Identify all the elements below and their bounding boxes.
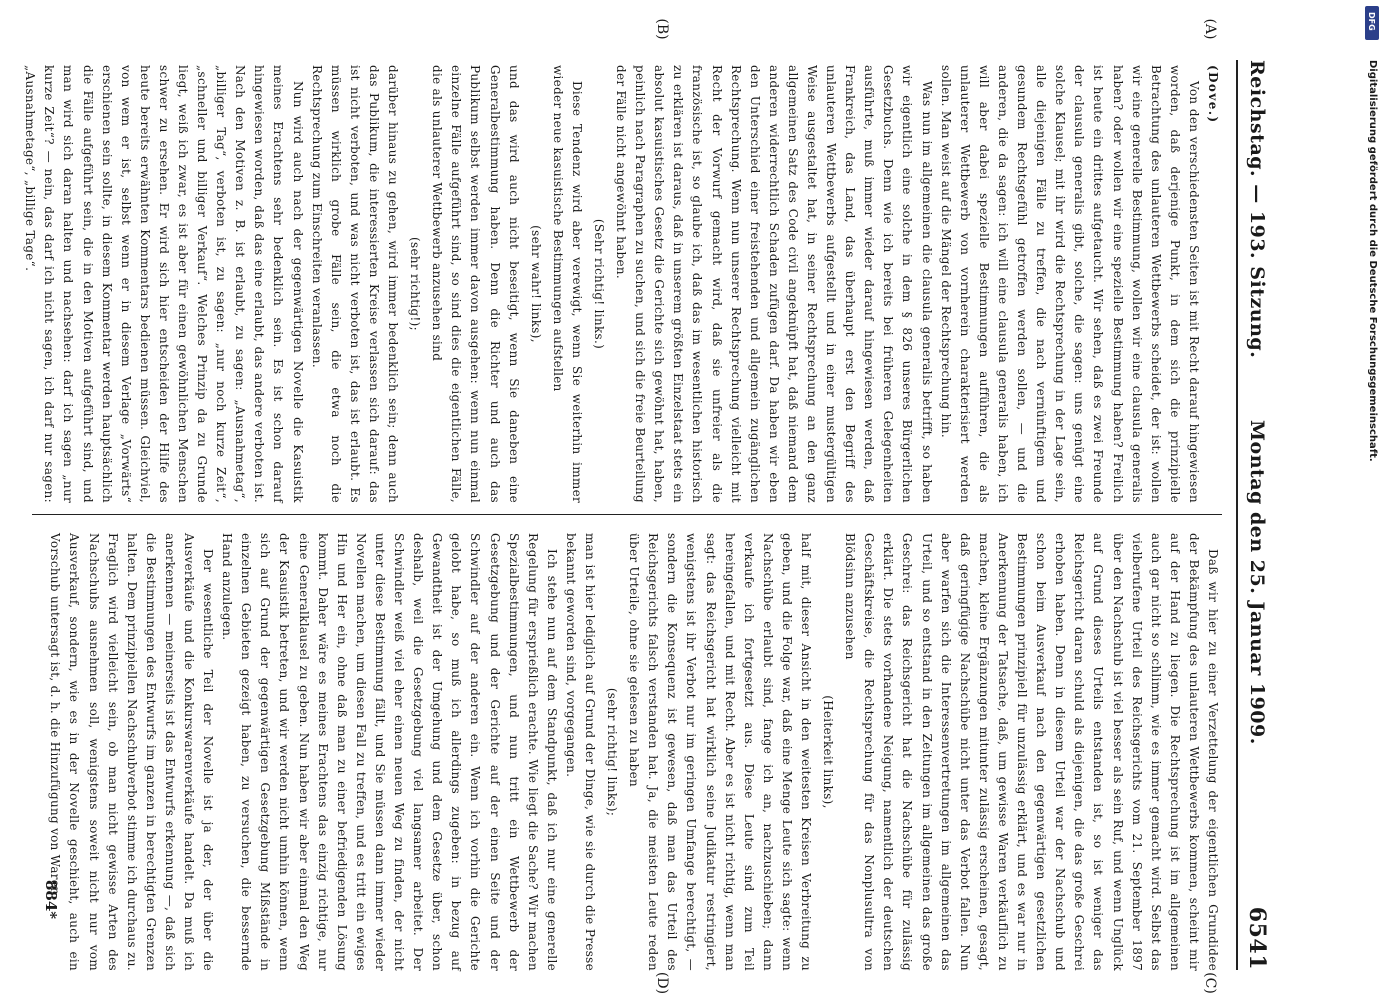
margin-mark-d: (D): [654, 971, 670, 995]
paragraph: und das wird auch nicht beseitigt, wenn Sie daneben eine Generalbestimmung haben. Denn die Richter und auch das Publikum selbst werden immer davon ausgehen: wenn nun einmal einzelne Fälle aufgeführt sind, so sind dies die eigentlichen Fälle, die als unlauterer Wettbewerb anzusehen sind: [430, 65, 521, 503]
header-rule: [1236, 60, 1238, 970]
dfg-logo: DFG: [1365, 6, 1379, 40]
interjection: (sehr wahr! links),: [528, 225, 543, 343]
interjection: (Sehr richtig! links.): [592, 218, 606, 350]
margin-mark-b: (B): [654, 18, 670, 40]
column-divider: [32, 514, 1222, 515]
paragraph: man ist hier lediglich auf Grund der Dinge, wie sie durch die Presse bekannt geworden sind, vorgegangen.: [563, 533, 597, 971]
paragraph: Von den verschiedensten Seiten ist mit Recht darauf hingewiesen worden, daß derjenige Punkt, in dem sich die prinzipielle Betrachtung des unlauteren Wettbewerbs scheidet, der ist: wollen wir eine generelle Bestimmung, wollen wir eine clausula generalis haben? oder wollen wir eine spezielle Bestimmung haben? Freilich ist heute ein drittes aufgetaucht. Wir sehen, daß es zwei Freunde der clausula generalis gibt, solche, die sagen: uns genügt eine solche Klausel; mit ihr wird die Rechtsprechung in der Lage sein, alle diejenigen Fälle zu treffen, die nach vernünftigem und gesundem Rechtsgefühl getroffen werden sollen, — und die anderen, die da sagen: ich will eine clausula generalis haben, ich will aber dabei spezielle Bestimmungen aufführen, die als unlauterer Wettbewerb von vornherein charakterisiert werden sollen. Man weist auf die Mängel der Rechtsprechung hin.: [938, 65, 1201, 503]
interjection: (Heiterkeit links),: [821, 695, 836, 809]
paragraph: Diese Tendenz wird aber verewigt, wenn Sie weiterhin immer wieder neue kasuistische Bestimmungen aufstellen: [550, 65, 584, 503]
speaker-name: (Dove.): [1206, 65, 1220, 124]
paragraph: Ich stehe nun auf dem Standpunkt, daß ich nur eine generelle Regelung für ersprießlich erachte. Wie liegt die Sache? Wir machen Spezialbestimmungen, und nun tritt ein Wettbewerb der Gesetzgebung und der Gerichte auf der einen Seite und der Schwindler auf der anderen ein. Wenn ich vorhin die Gerichte gelobt habe, so muß ich allerdings zugeben: in bezug auf Gewandtheit ist der Umgehung und dem Gesetze über, schon deshalb, weil die Gesetzgebung viel langsamer arbeitet. Der Schwindler weiß viel eher einen neuen Weg zu finden, der nicht unter diese Bestimmung fällt, und Sie müssen dann immer wieder Novellen machen, um diesen Fall zu treffen, und es tritt ein ewiges Hin und Her ein, ohne daß man zu einer befriedigenden Lösung kommt. Daher wäre es meines Erachtens das einzig richtige, nur eine Generalklausel zu geben. Nun haben wir aber einmal den Weg der Kasuistik betreten, und wir werden nicht umhin können, wenn sich auf Grund der gegenwärtigen Gesetzgebung Mißstände in einzelnen Gebieten gezeigt haben, zu versuchen, die bessernde Hand anzulegen.: [220, 533, 559, 971]
header-date: Montag den 25. Januar 1909.: [1246, 420, 1268, 745]
paragraph: Der wesentliche Teil der Novelle ist ja der, der über die Ausverkäufe und die Konkurswarenverkäufe handelt. Da muß ich anerkennen — meinerseits ist das Entwurfs erkennung —, daß sich die Bestimmungen des Entwurfs im ganzen in berechtigten Grenzen halten. Dem prinzipiellen Nachschubverbot stimme ich durchaus zu. Fraglich wird vielleicht sein, ob man nicht gewisse Arten des Nachschubs ausnehmen soll, wenigstens soweit nicht nur vom Ausverkauf, sondern, wie es in der Novelle geschieht, auch ein Vorschub untersagt ist, d. h. die Hinzufügung von Waren: [48, 533, 216, 971]
paragraph: Daß wir hier zu einer Verzettelung der eigentlichen Grundidee der Bekämpfung des unlauteren Wettbewerbs kommen, scheint mir auf der Hand zu liegen. Die Rechtsprechung ist im allgemeinen auch gar nicht so schlimm, wie es immer gemacht wird. Selbst das vielberufene Urteil des Reichsgerichts vom 21. September 1897 über den Nachschub ist viel besser als sein Ruf, und wenn Unglück auf Grund dieses Urteils entstanden ist, so ist weniger das Reichsgericht daran schuld als diejenigen, die das große Geschrei erhoben haben. Denn in diesem Urteil war der Nachschub und schon beim Ausverkauf nach den gegenwärtigen gesetzlichen Bestimmungen prinzipiell für unzulässig erklärt, und es war nur in Anerkennung der Tatsache, daß, um gewisse Waren verkäuflich zu machen, kleine Ergänzungen mitunter zulässig erscheinen, gesagt, daß geringfügige Nachschübe nicht unter das Verbot fallen. Nun aber warfen sich die Interessenvertretungen im allgemeinen das Urteil, und so entstand in den Zeitungen im allgemeinen das große Geschrei: das Reichsgericht hat die Nachschübe für zulässig erklärt. Die stets vorhandene Neigung, namentlich der deutschen Geschäftskreise, die Rechtsprechung für das Nonplusultra von Blödsinn anzusehen: [843, 533, 1220, 971]
running-head: [1236, 60, 1280, 970]
page-number: 6541: [1244, 906, 1270, 970]
paragraph: darüber hinaus zu gehen, wird immer bedenklich sein; denn auch das Publikum, die interessierten Kreise verlassen sich darauf: das ist nicht verboten, und was nicht verboten ist, das ist erlaubt. Es müssen wirklich grobe Fälle sein, die etwa noch die Rechtsprechung zum Einschreiten veranlassen.: [309, 65, 401, 503]
sheet-signature: 884*: [42, 880, 60, 920]
margin-mark-a: (A): [1202, 18, 1218, 40]
paragraph: Nun wird auch nach der gegenwärtigen Novelle die Kasuistik meines Erachtens sehr bedenklich sein. Es ist schon darauf hingewiesen worden, daß das eine erlaubt, das andere verboten ist. Nach den Motiven z. B. ist erlaubt, zu sagen: „Ausnahmetag“, „billiger Tag“, verboten ist, zu sagen: „nur noch kurze Zeit“, „schneller und billiger Verkauf“. Welches Prinzip da zu Grunde liegt, weiß ich zwar, es ist aber für einen gewöhnlichen Menschen schwer zu ersehen. Er wird sich hier entscheiden der Hilfe des heute bereits erwähnten Kommentars bedienen müssen. Gleichviel, von wem er ist, selbst wenn er in diesem Verlage „Vorwärts“ erschienen sein sollte, in diesem Kommentar werden hauptsächlich die Fälle aufgeführt sein, die in den Motiven aufgeführt sind, und man wird sich daran halten und nachsehen: darf ich sagen „nur kurze Zeit“? — nein, das darf ich nicht sagen, ich darf nur sagen: „Ausnahmetage“, „billige Tage“.: [23, 65, 305, 503]
header-session: Reichstag. — 193. Sitzung.: [1246, 60, 1268, 359]
credit-text: Digitalisierung gefördert durch die Deutsche Forschungsgemeinschaft.: [1367, 60, 1378, 462]
paragraph: half mit, dieser Ansicht in den weitesten Kreisen Verbreitung zu geben, und die Folge war, daß eine Menge Leute sich sagte: wenn Nachschübe erlaubt sind, fange ich an, nachzuschieben; dann verkaufe ich fortgesetzt aus. Diese Leute sind zum Teil hereingefallen, und mit Recht. Aber es ist nicht richtig, wenn man sagt: das Reichsgericht hat wirklich seine Judikatur restringiert, wenigstens ist ihr Verbot nur im geringen Umfange berechtigt, — sondern die Konsequenz ist gewesen, daß man das Urteil des Reichsgerichts falsch verstanden hat. Ja, die meisten Leute reden über Urteile, ohne sie gelesen zu haben: [627, 533, 814, 971]
left-text-column: [23, 65, 1222, 503]
interjection: (sehr richtig! links);: [605, 687, 620, 817]
paragraph: Was nun im allgemeinen die clausula generalis betrifft, so haben wir eigentlich eine solche in dem § 826 unseres Bürgerlichen Gesetzbuchs. Denn wie ich bereits bei früheren Gelegenheiten ausführte, muß immer wieder darauf hingewiesen werden, daß Frankreich, das Land, das überhaupt erst den Begriff des unlauteren Wettbewerbs aufgestellt und in einer mustergültigen Weise ausgestaltet hat, in seiner Rechtsprechung an den ganz allgemeinen Satz des Code civil angeknüpft hat, daß niemand dem anderen widerrechtlich Schaden zufügen darf. Da haben wir eben den Unterschied einer freistehenden und allgemein zugänglichen Rechtsprechung. Wenn nun unserer Rechtsprechung vielleicht mit Recht der Vorwurf gemacht wird, daß sie unfreier als die französische ist, so glaube ich, daß das im wesentlichen historisch zu erklären ist daraus, daß in unserem größten Einzelstaat stets ein absolut kasuistisches Gesetz die Gerichte sich gewöhnt hat, haben, peinlich nach Paragraphen zu suchen, und sich die freie Beurteilung der Fälle nicht angewöhnt haben.: [614, 65, 934, 503]
interjection: (sehr richtig!);: [408, 237, 423, 331]
margin-mark-c: (C): [1202, 972, 1218, 994]
right-text-column: [42, 533, 1222, 971]
